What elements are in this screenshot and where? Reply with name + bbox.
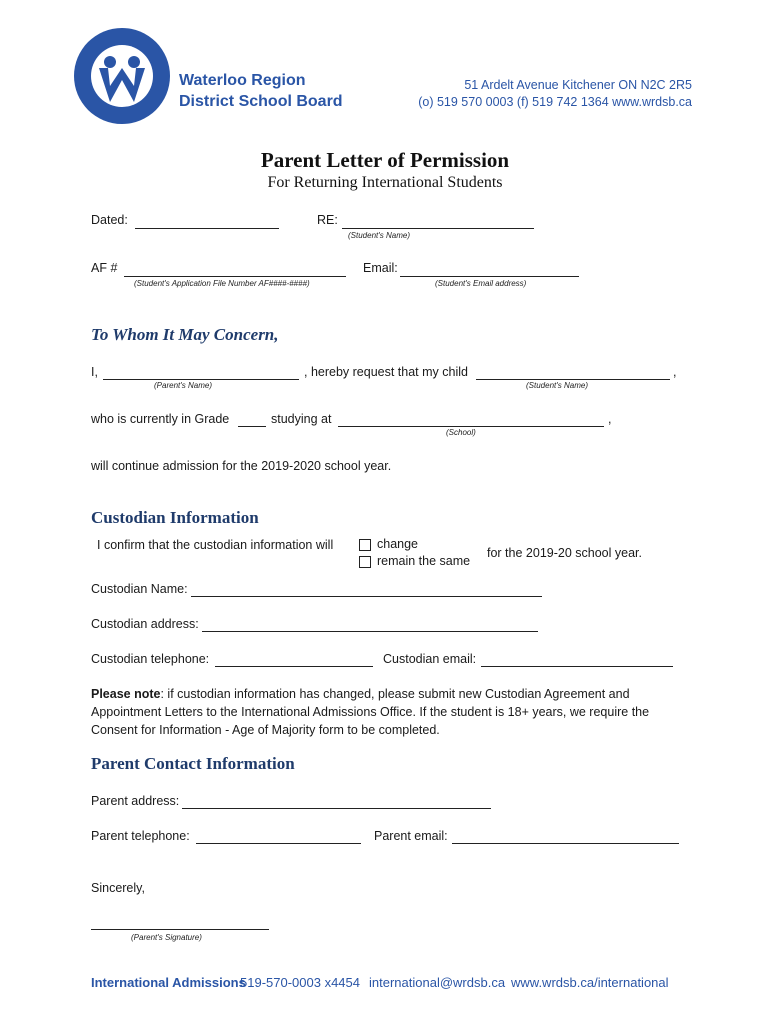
custodian-address-field[interactable] <box>202 617 538 632</box>
change-label: change <box>377 537 419 551</box>
grade-text: who is currently in Grade <box>91 412 230 426</box>
for-year-text: for the 2019-20 school year. <box>487 546 642 560</box>
student-name-caption: (Student's Name) <box>526 381 588 390</box>
parent-signature-field[interactable] <box>91 915 269 930</box>
remain-same-checkbox[interactable] <box>359 556 371 568</box>
child-name-field[interactable] <box>476 365 670 380</box>
header-phones: (o) 519 570 0003 (f) 519 742 1364 www.wrdsb.ca <box>418 95 692 109</box>
email-caption: (Student's Email address) <box>435 279 527 288</box>
school-caption: (School) <box>446 428 476 437</box>
school-comma: , <box>608 412 612 426</box>
remain-same-label: remain the same <box>377 554 471 568</box>
parent-address-label: Parent address: <box>91 794 180 808</box>
please-note-label: Please note <box>91 687 161 701</box>
parent-email-label: Parent email: <box>374 829 448 843</box>
school-field[interactable] <box>338 412 604 427</box>
parent-telephone-field[interactable] <box>196 829 361 844</box>
custodian-address-label: Custodian address: <box>91 617 199 631</box>
custodian-name-label: Custodian Name: <box>91 582 188 596</box>
footer-website-link[interactable]: www.wrdsb.ca/international <box>511 975 669 990</box>
change-checkbox[interactable] <box>359 539 371 551</box>
logo <box>72 24 172 128</box>
page-title: Parent Letter of Permission <box>260 148 510 172</box>
grade-field[interactable] <box>238 412 266 427</box>
af-number-field[interactable] <box>124 262 346 277</box>
parent-name-field[interactable] <box>103 365 299 380</box>
org-name-line1: Waterloo Region <box>179 72 306 89</box>
continue-text: will continue admission for the 2019-2020 school year. <box>91 459 392 473</box>
parent-contact-heading: Parent Contact Information <box>91 754 295 773</box>
org-name <box>179 70 343 112</box>
please-note <box>91 685 681 739</box>
custodian-heading: Custodian Information <box>91 508 259 527</box>
custodian-telephone-field[interactable] <box>215 652 373 667</box>
footer-phone: 519-570-0003 x4454 <box>240 975 360 990</box>
parent-email-field[interactable] <box>452 829 679 844</box>
request-text: , hereby request that my child <box>304 365 468 379</box>
custodian-telephone-label: Custodian telephone: <box>91 652 210 666</box>
re-label: RE: <box>317 213 338 227</box>
re-student-name-field[interactable] <box>342 214 534 229</box>
custodian-name-field[interactable] <box>191 582 542 597</box>
request-comma: , <box>673 365 677 379</box>
header-address: 51 Ardelt Avenue Kitchener ON N2C 2R5 <box>464 78 692 92</box>
sincerely: Sincerely, <box>91 881 145 895</box>
footer-email-link[interactable]: international@wrdsb.ca <box>369 975 506 990</box>
footer-office: International Admissions <box>91 975 246 990</box>
dated-field[interactable] <box>135 214 279 229</box>
parent-address-field[interactable] <box>182 794 491 809</box>
dated-label: Dated: <box>91 213 128 227</box>
re-student-name-caption: (Student's Name) <box>348 231 410 240</box>
parent-name-caption: (Parent's Name) <box>154 381 212 390</box>
parent-telephone-label: Parent telephone: <box>91 829 190 843</box>
studying-text: studying at <box>271 412 332 426</box>
student-email-field[interactable] <box>400 262 579 277</box>
org-name-line2: District School Board <box>179 93 343 110</box>
salutation: To Whom It May Concern, <box>91 325 279 344</box>
custodian-confirm-text: I confirm that the custodian information will <box>97 538 334 552</box>
page-subtitle: For Returning International Students <box>267 174 503 191</box>
email-label: Email: <box>363 261 398 275</box>
custodian-email-label: Custodian email: <box>383 652 477 666</box>
af-caption: (Student's Application File Number AF####-####) <box>134 279 310 288</box>
please-note-text: : if custodian information has changed, please submit new Custodian Agreement and Appointment Letters to the International Admissions Office. If the student is 18+ years, we require the Consent for Information - Age of Majority form to be completed. <box>91 687 650 737</box>
i-label: I, <box>91 365 98 379</box>
signature-caption: (Parent's Signature) <box>131 933 202 942</box>
custodian-email-field[interactable] <box>481 652 673 667</box>
af-label: AF # <box>91 261 118 275</box>
